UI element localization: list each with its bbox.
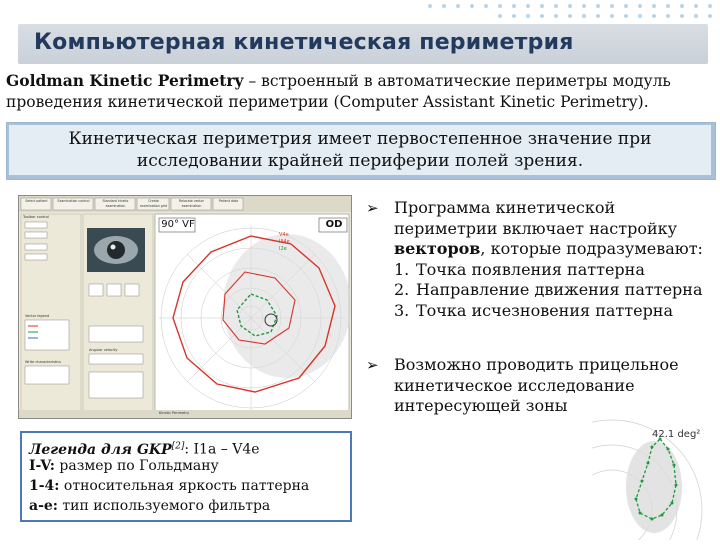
targeted-zone-area-label: 42.1 deg² [652,429,701,440]
screenshot-sidebar-top: Toolbar control [23,215,49,219]
list-number: 3. [394,300,410,320]
list-item [394,260,706,281]
callout-text: Кинетическая периметрия имеет первостепенное значение при исследовании крайней периферии полей зрения. [68,129,652,171]
legend-text: относительная яркость паттерна [59,478,310,494]
legend-ref: [2] [171,441,185,451]
slide-title: Компьютерная кинетическая периметрия [34,30,574,55]
intro-term: Goldman Kinetic Perimetry [6,71,244,90]
intro-paragraph [6,70,716,113]
targeted-zone-chart [592,415,720,540]
bullet-vectors-bold: векторов [394,239,481,258]
legend-title-text: Легенда для GKP [29,441,172,458]
list-number: 2. [394,280,410,299]
legend-key: a-e: [29,498,58,514]
bullet-vectors-lead: Программа кинетической периметрии включает настройку [394,198,678,238]
arrow-bullet-icon: ➢ [366,199,379,217]
perimetry-software-screenshot [18,195,352,419]
list-text: Направление движения паттерна [416,280,703,299]
screenshot-write-characteristics: Write characteristics [25,360,62,364]
screenshot-tab-row [19,199,251,210]
svg-text:V4e: V4e [279,232,289,238]
arrow-bullet-icon: ➢ [366,356,379,374]
legend-row [29,456,219,476]
bullet-targeted-exam [366,355,706,417]
legend-key: 1-4: [29,478,60,494]
svg-text:III4e: III4e [279,239,290,245]
list-text: Точка появления паттерна [416,259,645,279]
tab-standard-kinetic[interactable]: Standard kinetic examination [102,199,129,208]
tab-examination-control[interactable]: Examination control [57,199,90,203]
legend-box [20,431,352,522]
bullet-vectors [366,198,706,321]
screenshot-status-note: Kinetic Perimetry [159,411,190,415]
legend-title-tail: : I1a – V4e [184,441,260,458]
list-number: 1. [394,259,410,279]
vector-steps-list [394,260,706,322]
list-item [394,280,706,301]
tab-select-patient[interactable]: Select patient [25,199,48,203]
legend-text: тип используемого фильтра [57,498,271,514]
list-item [394,301,706,322]
legend-key: I-V: [29,458,55,474]
legend-text: размер по Гольдману [54,458,219,474]
screenshot-eye-label: OD [325,219,343,230]
legend-row [29,496,270,516]
bullet-vectors-body [394,198,706,321]
screenshot-angular-velocity: Angular velocity [89,348,118,352]
intro-rest: – встроенный в автоматические периметры модуль проведения кинетической периметрии (Computer Assistant Kinetic Perimetry). [6,72,671,111]
screenshot-vector-legend: Vector legend [25,314,50,318]
svg-text:I2e: I2e [279,246,287,252]
bullet-vectors-tail: , которые подразумевают: [480,239,703,258]
bullet-targeted-body: Возможно проводить прицельное кинетическое исследование интересующей зоны [394,355,679,415]
tab-patient-data[interactable]: Patient data [218,199,239,203]
list-text: Точка исчезновения паттерна [416,300,674,320]
screenshot-field-label: 90° VF [161,219,195,230]
legend-row [29,476,309,496]
tab-create-grid[interactable]: Create examination grid [139,199,168,208]
tab-relocate-vector[interactable]: Relocate vector examination [179,199,204,208]
